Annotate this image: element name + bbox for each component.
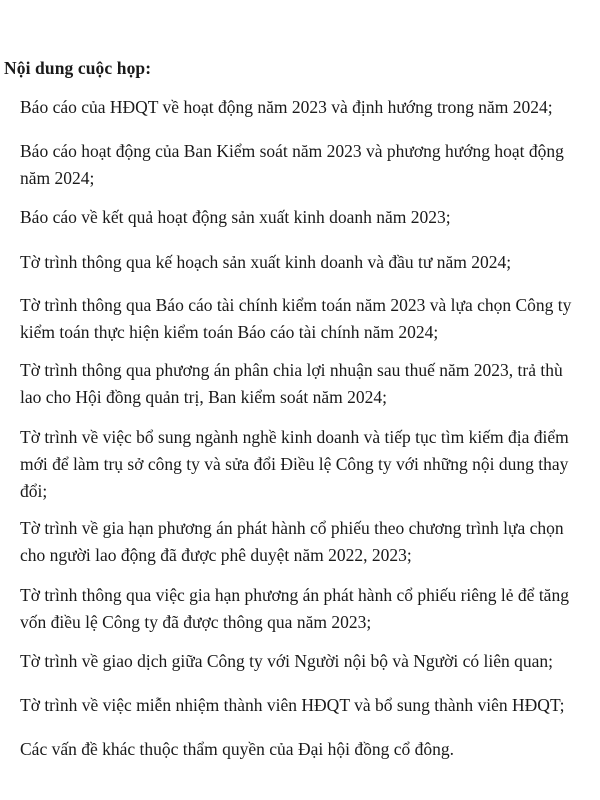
agenda-item-6-line-2: lao cho Hội đồng quản trị, Ban kiểm soát năm 2024; xyxy=(20,387,387,407)
agenda-item-2-line-2: năm 2024; xyxy=(20,168,95,188)
agenda-item-9-line-2: vốn điều lệ Công ty đã được thông qua năm 2023; xyxy=(20,612,372,632)
agenda-item-3 xyxy=(20,204,451,231)
agenda-item-11 xyxy=(20,692,565,719)
agenda-item-7-line-1: Tờ trình về việc bổ sung ngành nghề kinh doanh và tiếp tục tìm kiếm địa điểm xyxy=(20,427,569,447)
agenda-item-3-line-1: Báo cáo về kết quả hoạt động sản xuất kinh doanh năm 2023; xyxy=(20,207,451,227)
agenda-item-9 xyxy=(20,582,569,636)
agenda-item-5-line-1: Tờ trình thông qua Báo cáo tài chính kiểm toán năm 2023 và lựa chọn Công ty xyxy=(20,295,572,315)
agenda-item-8-line-1: Tờ trình về gia hạn phương án phát hành cổ phiếu theo chương trình lựa chọn xyxy=(20,518,564,538)
agenda-item-9-line-1: Tờ trình thông qua việc gia hạn phương án phát hành cổ phiếu riêng lẻ để tăng xyxy=(20,585,569,605)
agenda-item-4 xyxy=(20,249,511,276)
agenda-item-7-line-3: đổi; xyxy=(20,481,48,501)
agenda-item-7-line-2: mới để làm trụ sở công ty và sửa đổi Điều lệ Công ty với những nội dung thay xyxy=(20,454,569,474)
agenda-item-12 xyxy=(20,736,454,763)
agenda-item-5 xyxy=(20,292,571,346)
agenda-item-1 xyxy=(20,94,553,121)
agenda-item-1-line-1: Báo cáo của HĐQT về hoạt động năm 2023 và định hướng trong năm 2024; xyxy=(20,97,553,117)
agenda-item-2-line-1: Báo cáo hoạt động của Ban Kiểm soát năm 2023 và phương hướng hoạt động xyxy=(20,141,564,161)
agenda-item-5-line-2: kiểm toán thực hiện kiểm toán Báo cáo tài chính năm 2024; xyxy=(20,322,439,342)
agenda-item-8-line-2: cho người lao động đã được phê duyệt năm 2022, 2023; xyxy=(20,545,412,565)
agenda-item-6 xyxy=(20,357,563,411)
agenda-item-10-line-1: Tờ trình về giao dịch giữa Công ty với Người nội bộ và Người có liên quan; xyxy=(20,651,554,671)
agenda-item-6-line-1: Tờ trình thông qua phương án phân chia lợi nhuận sau thuế năm 2023, trả thù xyxy=(20,360,563,380)
agenda-item-4-line-1: Tờ trình thông qua kế hoạch sản xuất kinh doanh và đầu tư năm 2024; xyxy=(20,252,512,272)
agenda-item-2 xyxy=(20,138,564,192)
agenda-item-7 xyxy=(20,424,569,505)
agenda-item-12-line-1: Các vấn đề khác thuộc thẩm quyền của Đại hội đồng cổ đông. xyxy=(20,739,454,759)
agenda-item-8 xyxy=(20,515,564,569)
agenda-item-11-line-1: Tờ trình về việc miễn nhiệm thành viên HĐQT và bổ sung thành viên HĐQT; xyxy=(20,695,565,715)
agenda-item-10 xyxy=(20,648,553,675)
meeting-agenda-heading: Nội dung cuộc họp: xyxy=(4,58,152,78)
